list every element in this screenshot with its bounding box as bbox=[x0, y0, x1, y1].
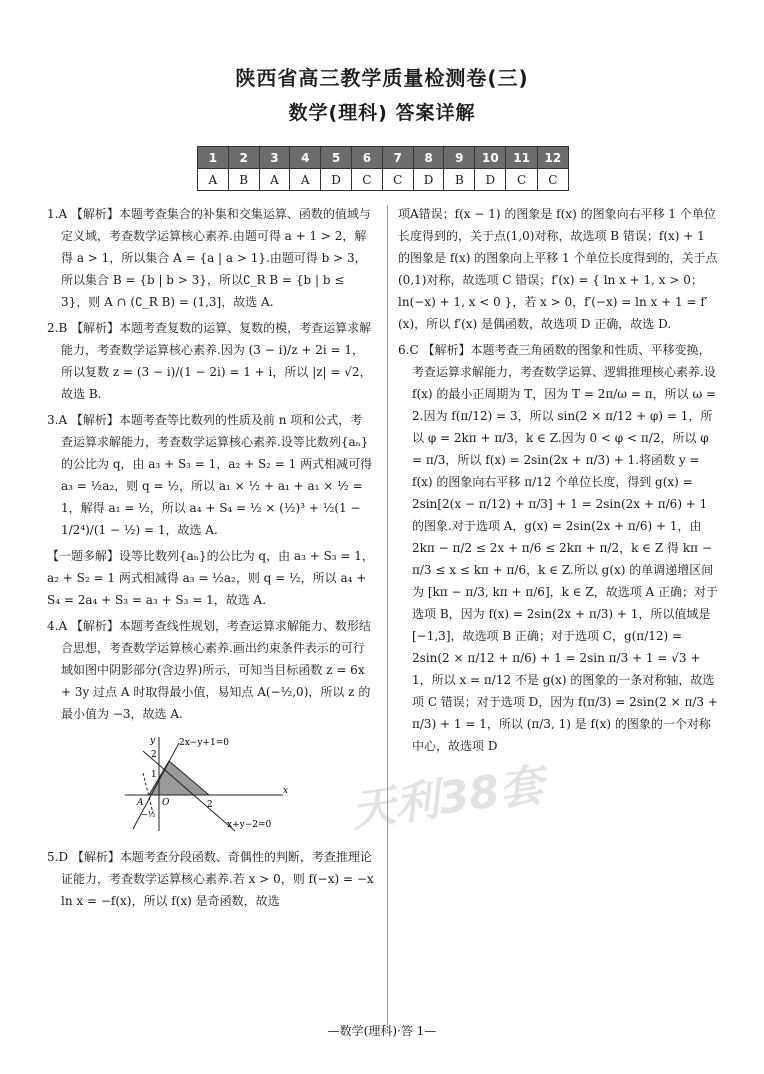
answer-choice-cell: A bbox=[259, 169, 290, 191]
shaded-feasible-region bbox=[149, 761, 209, 795]
answer-q5-continued: 项A错误；f(x − 1) 的图象是 f(x) 的图象向右平移 1 个单位长度得到的，关于点(1,0)对称，故选项 B 错误；f(x) + 1 的图象是 f(x) 的图象向上平移 1 个单位长度得到的，关于点(0,1)对称，故选项 C 错误；f′(x) = { ln x + 1, x > 0；ln(−x) + 1, x < 0 }，若 x > 0，f′(−x) = ln x + 1 = f′(x)，所以 f′(x) 是偶函数，故选项 D 正确，故选 D. bbox=[398, 207, 718, 331]
answer-q4: 4.A 【解析】本题考查线性规划，考查运算求解能力、数形结合思想，考查数学运算核心素养.画出约束条件表示的可行域如图中阴影部分(含边界)所示，可知当目标函数 z = 6x + 3y 过点 A 时取得最小值，易知点 A(−½,0)，所以 z 的最小值为 −3，故选 A. bbox=[47, 619, 371, 721]
answer-q6: 6.C 【解析】本题考查三角函数的图象和性质、平移变换，考查运算求解能力，考查数学运算、逻辑推理核心素养.设 f(x) 的最小正周期为 T，因为 T = 2π/ω = π，所以 ω = 2.因为 f(π/12) = 3，所以 sin(2 × π/12 + φ) = 1，所以 φ = 2kπ + π/3，k ∈ Z.因为 0 < φ < π/2，所以 φ = π/3，所以 f(x) = 2sin(2x + π/3) + 1.将函数 y = f(x) 的图象向右平移 π/12 个单位长度，得到 g(x) = 2sin[2(x − π/12) + π/3] + 1 = 2sin(2x + π/6) + 1 的图象.对于选项 A，g(x) = 2sin(2x + π/6) + 1，由 2kπ − π/2 ≤ 2x + π/6 ≤ 2kπ + π/2，k ∈ Z 得 kπ − π/3 ≤ x ≤ kπ + π/6，k ∈ Z.所以 g(x) 的单调递增区间为 [kπ − π/3, kπ + π/6]，k ∈ Z，故选项 A 正确；对于选项 B，因为 f(x) = 2sin(2x + π/3) + 1，所以值域是 [−1,3]，故选项 B 正确；对于选项 C，g(π/12) = 2sin(2 × π/12 + π/6) + 1 = 2sin π/3 + 1 = √3 + 1，所以 x = π/12 不是 g(x) 的图象的一条对称轴，故选项 C 错误；对于选项 D，因为 f(π/3) = 2sin(2 × π/3 + π/3) + 1 = 1，所以 (π/3, 1) 是 f(x) 的图象的一个对称中心，故选项 D bbox=[398, 343, 719, 753]
y-tick-2: 2 bbox=[151, 750, 157, 760]
answer-choice-cell: B bbox=[228, 169, 259, 191]
x-axis-label: x bbox=[283, 786, 289, 796]
y-axis-label: y bbox=[150, 736, 156, 746]
question-number-cell: 3 bbox=[259, 147, 290, 169]
answer-q2: 2.B 【解析】本题考查复数的运算、复数的模，考查运算求解能力，考查数学运算核心素养.因为 (3 − i)/z + 2i = 1，所以复数 z = (3 − i)/(1 − 2i) = 1 + i，所以 |z| = √2，故选 B. bbox=[47, 321, 372, 401]
question-number-cell: 10 bbox=[475, 147, 506, 169]
answer-q5: 5.D 【解析】本题考查分段函数、奇偶性的判断，考查推理论证能力，考查数学运算核心素养.若 x > 0，则 f(−x) = −x ln x = −f(x)，所以 f(x) 是奇函数，故选 bbox=[47, 850, 374, 908]
page-footer: —数学(理科)·答 1— bbox=[327, 1024, 437, 1038]
answer-table-number-row bbox=[198, 147, 569, 169]
answer-choice-cell: C bbox=[351, 169, 382, 191]
question-number-cell: 2 bbox=[228, 147, 259, 169]
answer-choice-cell: C bbox=[506, 169, 537, 191]
x-tick-2: 2 bbox=[207, 800, 213, 810]
page-title: 陕西省高三教学质量检测卷(三) bbox=[235, 66, 529, 90]
question-number-cell: 7 bbox=[382, 147, 413, 169]
question-number-cell: 5 bbox=[321, 147, 352, 169]
answer-choice-cell: C bbox=[537, 169, 568, 191]
question-number-cell: 4 bbox=[290, 147, 321, 169]
answer-table-answer-row bbox=[198, 169, 569, 191]
line1-label: 2x−y+1=0 bbox=[179, 738, 229, 748]
question-number-cell: 8 bbox=[413, 147, 444, 169]
point-a-label: A bbox=[137, 798, 144, 808]
answer-choice-cell: B bbox=[444, 169, 475, 191]
question-number-cell: 1 bbox=[198, 147, 229, 169]
left-column bbox=[47, 203, 374, 916]
answer-choice-cell: D bbox=[413, 169, 444, 191]
answer-choice-cell: C bbox=[382, 169, 413, 191]
answer-choice-cell: A bbox=[198, 169, 229, 191]
answer-table bbox=[197, 146, 569, 191]
page-subtitle: 数学(理科) 答案详解 bbox=[288, 102, 476, 124]
line2-label: x+y−2=0 bbox=[227, 820, 272, 830]
answer-choice-cell: A bbox=[290, 169, 321, 191]
answer-choice-cell: D bbox=[321, 169, 352, 191]
question-number-cell: 12 bbox=[537, 147, 568, 169]
answer-q3: 3.A 【解析】本题考查等比数列的性质及前 n 项和公式，考查运算求解能力，考查数学运算核心素养.设等比数列{aₙ}的公比为 q，由 a₃ + S₃ = 1，a₂ + S₂ = 1 两式相减可得 a₃ = ½a₂，则 q = ½，所以 a₁ × ½ + a₁ + a₁ × ½ = 1，解得 a₁ = ½，所以 a₄ + S₄ = ½ × (½)³ + ½(1 − 1/2⁴)/(1 − ½) = 1，故选 A. bbox=[47, 413, 373, 537]
origin-label: O bbox=[162, 798, 170, 808]
watermark-logo: 天利38套 bbox=[348, 759, 547, 838]
x-tick-neg-half: −½ bbox=[141, 810, 156, 819]
answer-q1: 1.A 【解析】本题考查集合的补集和交集运算、函数的值域与定义域，考查数学运算核心素养.由题可得 a + 1 > 2，解得 a > 1，所以集合 A = {a | a > 1}.由题可得 b > 3，所以集合 B = {b | b > 3}，所以∁_R B = {b | b ≤ 3}，则 A ∩ (∁_R B) = (1,3]，故选 A. bbox=[47, 207, 371, 309]
answer-choice-cell: D bbox=[475, 169, 506, 191]
feasible-region-figure bbox=[123, 733, 293, 833]
right-column bbox=[398, 203, 720, 761]
y-tick-1: 1 bbox=[151, 770, 157, 780]
column-divider bbox=[387, 205, 388, 1025]
question-number-cell: 6 bbox=[351, 147, 382, 169]
question-number-cell: 9 bbox=[444, 147, 475, 169]
question-number-cell: 11 bbox=[506, 147, 537, 169]
answer-q3-alternative-solution: 【一题多解】设等比数列{aₙ}的公比为 q，由 a₃ + S₃ = 1，a₂ + S₂ = 1 两式相减得 a₃ = ½a₂，则 q = ½，所以 a₄ + S₄ = 2a₄ + S₃ = a₃ + S₃ = 1，故选 A. bbox=[47, 549, 374, 607]
